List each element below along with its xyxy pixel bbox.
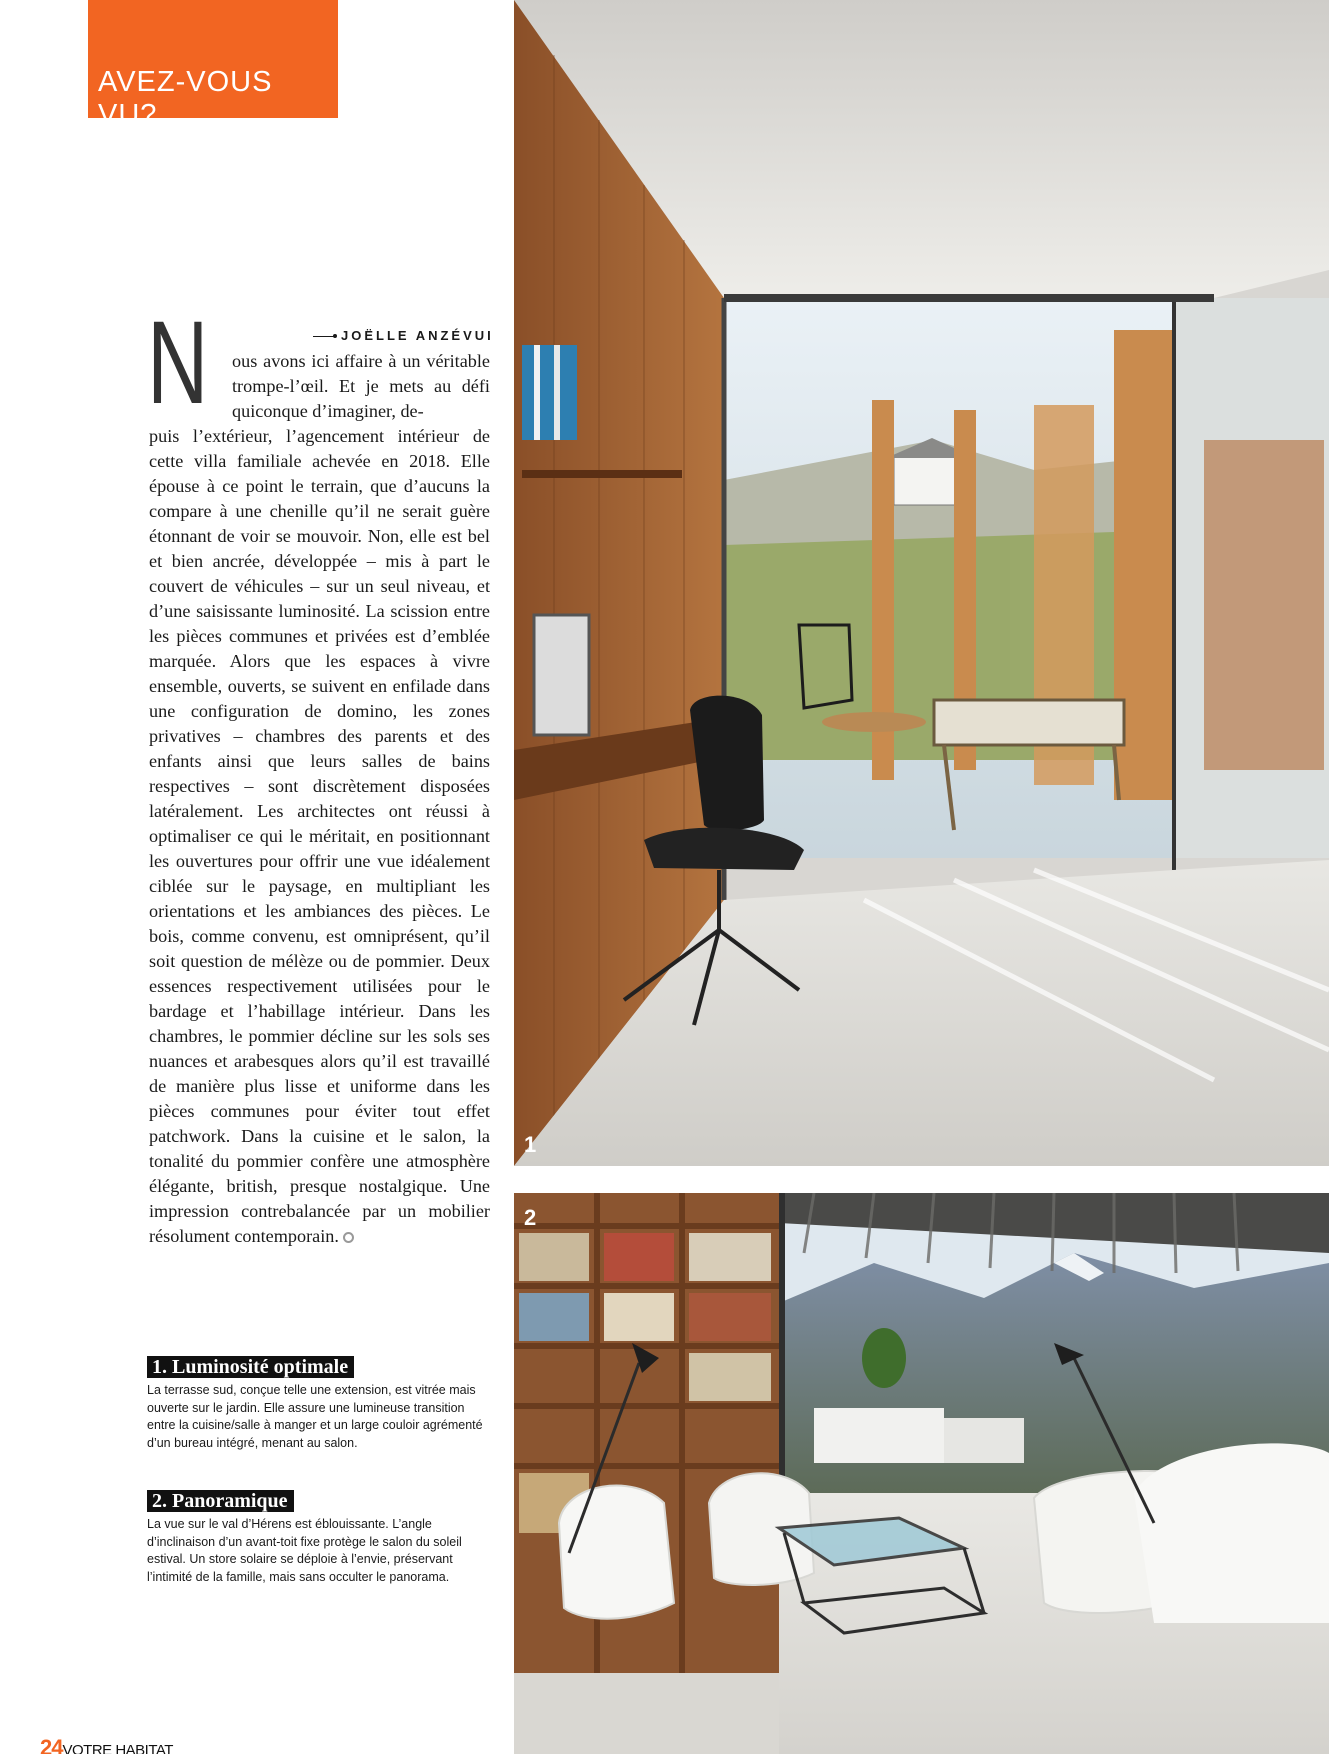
photo-2-illustration (514, 1193, 1329, 1754)
author-name: JOËLLE ANZÉVUI (341, 328, 494, 343)
article-body (149, 424, 490, 1249)
page-footer (40, 1735, 173, 1754)
magazine-name: VOTRE HABITAT (62, 1742, 172, 1754)
byline-rule (313, 336, 335, 337)
photo-1-label: 1 (524, 1132, 537, 1157)
photo-2-label: 2 (524, 1205, 537, 1230)
photo-1-illustration (514, 0, 1329, 1166)
caption-2 (147, 1490, 492, 1585)
photo-1-office-terrace (514, 0, 1329, 1166)
caption-2-title: 2. Panoramique (147, 1490, 294, 1512)
caption-1-title: 1. Luminosité optimale (147, 1356, 354, 1378)
end-of-article-icon (343, 1232, 354, 1243)
article-lead: ous avons ici affaire à un véritable trompe-l’œil. Et je mets au défi quiconque d’imaginer, de- (232, 351, 490, 421)
byline (313, 328, 494, 343)
article-body-text: puis l’extérieur, l’agencement intérieur de cette villa familiale achevée en 2018. Elle épouse à ce point le terrain, que d’aucuns la compare à une chenille qu’il ne serait guère étonnant de voir se mouvoir. Non, elle est bel et bien ancrée, développée – mis à part le couvert de véhicules – sur un seul niveau, et d’une saisissante luminosité. La scission entre les pièces communes et privées est d’emblée marquée. Alors que les espaces à vivre ensemble, ouverts, se suivent en enfilade dans une configuration de domino, les zones privatives – chambres des parents et des enfants ainsi que leurs salles de bains respectives – sont discrètement disposées latéralement. Les architectes ont réussi à optimaliser ce qui le méritait, en positionnant les ouvertures pour offrir une vue idéalement ciblée sur le paysage, en multipliant les orientations et les ambiances des pièces. Le bois, comme convenu, est omniprésent, qu’il soit question de mélèze ou de pommier. Deux essences respectivement utilisées pour le bardage et l’habillage intérieur. Dans les chambres, le pommier décline sur les sols ses nuances et arabesques alors qu’il est travaillé de manière plus lisse et uniforme dans les pièces communes pour éviter tout effet patchwork. Dans la cuisine et le salon, la tonalité du pommier confère une atmosphère élégante, british, presque nostalgique. Une impression contrebalancée par un mobilier résolument contemporain. (149, 426, 490, 1246)
section-rubric: AVEZ-VOUS VU? (88, 0, 338, 118)
photo-2-living-room (514, 1193, 1329, 1754)
caption-2-text: La vue sur le val d’Hérens est éblouissante. L’angle d’inclinaison d’un avant-toit fixe protège le salon du soleil estival. Un store solaire se déploie à l’envie, préservant l’intimité de la famille, mais sans occulter le panorama. (147, 1516, 462, 1584)
caption-1-text: La terrasse sud, conçue telle une extension, est vitrée mais ouverte sur le jardin. Elle assure une lumineuse transition entre la cuisine/salle à manger et un large couloir agrémenté d’un bureau intégré, menant au salon. (147, 1382, 483, 1450)
page-number: 24 (40, 1735, 63, 1754)
drop-cap: N (147, 297, 209, 429)
caption-1 (147, 1356, 492, 1451)
